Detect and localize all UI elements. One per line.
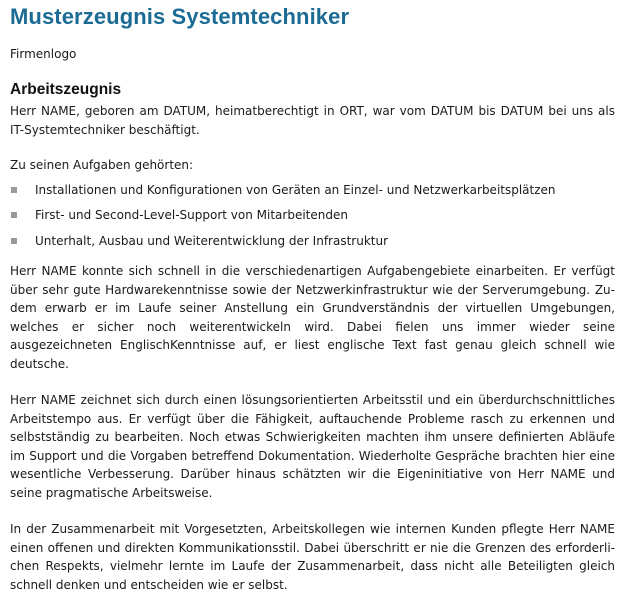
task-text: Unterhalt, Ausbau und Weiterentwicklung der Infrastruktur bbox=[35, 233, 389, 248]
body-paragraph: Herr NAME konnte sich schnell in die verschiedenartigen Aufgabengebiete einarbeiten. Er verfügt über sehr gute Hardwarekenntnisse sowie der Netzwerkinfrastruktur wie der Serverumgebung. Zudem erwarb er im Laufe seiner Anstellung ein Grundverständnis der virtuellen Umgebungen, welches er sicher noch weiterentwickeln wird. Dabei fielen uns immer wieder seine ausgezeichneten EnglischKenntnisse auf, er liest englische Text fast genau gleich schnell wie deutsche. bbox=[10, 264, 615, 371]
task-text: First- und Second-Level-Support von Mitarbeitenden bbox=[35, 208, 348, 222]
section-heading: Arbeitszeugnis bbox=[10, 81, 122, 98]
body-paragraph: In der Zusammenarbeit mit Vorgesetzten, Arbeitskollegen wie internen Kunden pflegte Herr NAME einen offenen und direkten Kommunikationsstil. Dabei überschritt er nie die Grenzen des erforderlichen Respekts, vielmehr lernte im Laufe der Zusammenarbeit, dass nicht alle Beteiligten gleich schnell denken und entscheiden wie er selbst. bbox=[10, 522, 615, 592]
tasks-label: Zu seinen Aufgaben gehörten: bbox=[10, 158, 194, 172]
square-bullet-icon bbox=[11, 212, 17, 218]
intro-paragraph: Herr NAME, geboren am DATUM, heimatberechtigt in ORT, war vom DATUM bis DATUM bei uns als IT-Systemtechniker beschäftigt. bbox=[10, 104, 615, 137]
document-page bbox=[10, 0, 615, 594]
square-bullet-icon bbox=[11, 238, 17, 244]
task-item bbox=[10, 206, 615, 225]
company-logo-placeholder: Firmenlogo bbox=[10, 47, 77, 61]
task-item bbox=[10, 232, 615, 251]
task-item bbox=[10, 181, 615, 200]
document-title: Musterzeugnis Systemtechniker bbox=[10, 4, 350, 29]
task-text: Installationen und Konfigurationen von Geräten an Einzel- und Netzwerkarbeitsplätzen bbox=[35, 182, 556, 197]
square-bullet-icon bbox=[11, 187, 17, 193]
tasks-list bbox=[10, 181, 615, 251]
body-paragraph: Herr NAME zeichnet sich durch einen lösungsorientierten Arbeitsstil und ein überdurchschnittliches Arbeitstempo aus. Er verfügt über die Fähigkeit, auftauchende Probleme rasch zu erkennen und selbstständig zu bearbeiten. Noch etwas Schwierigkeiten machten ihm unsere definierten Abläufe im Support und die Vorgaben betreffend Dokumentation. Wiederholte Gespräche brachten hier eine wesentliche Verbesserung. Darüber hinaus schätzten wir die Eigeninitiative von Herr NAME und seine pragmatische Arbeitsweise. bbox=[10, 393, 615, 500]
